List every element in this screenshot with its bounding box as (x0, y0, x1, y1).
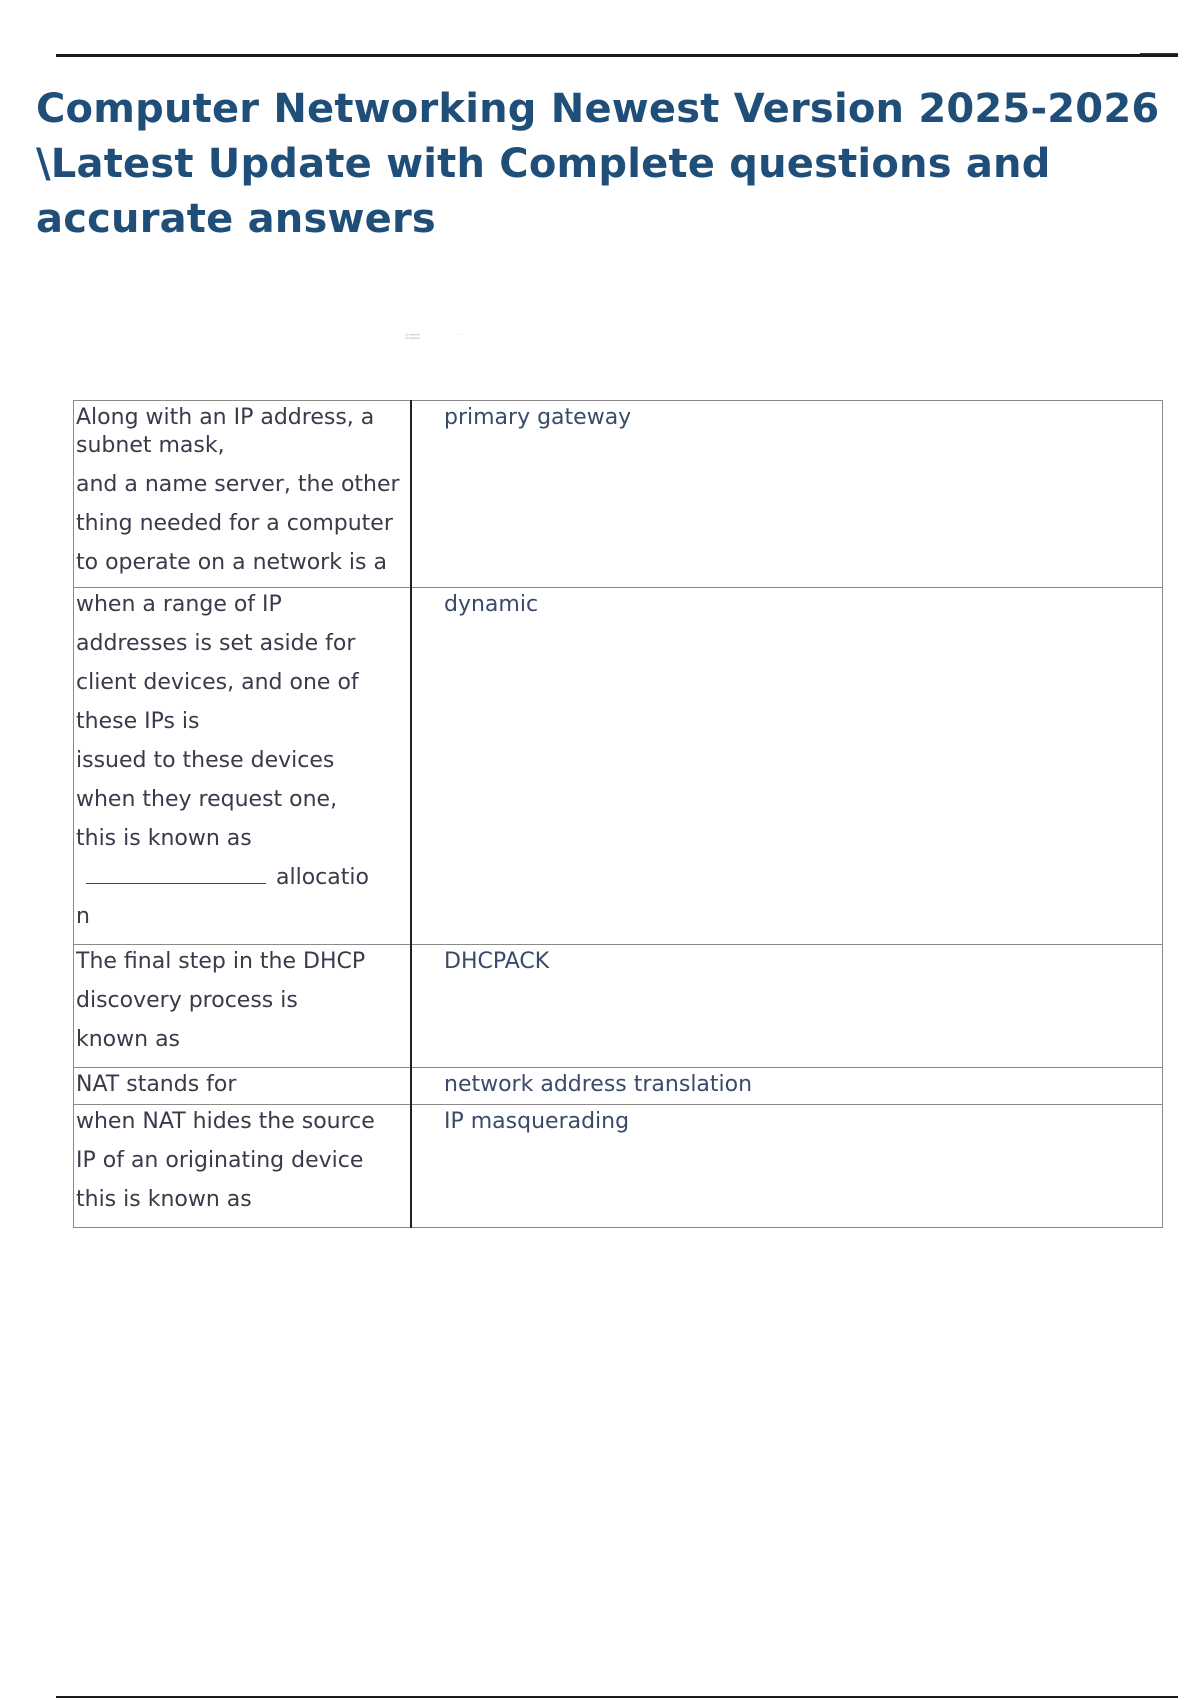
qa-table (73, 400, 1163, 1228)
bottom-rule (56, 1696, 1178, 1698)
question-line: Along with an IP address, a (76, 405, 375, 430)
answer-cell (411, 1068, 1163, 1105)
top-rule-tail (1140, 53, 1178, 54)
answer-cell (411, 1105, 1163, 1228)
answer-text: network address translation (444, 1072, 753, 1097)
table-row (74, 1105, 1163, 1228)
question-line: this is known as (76, 826, 252, 851)
question-line: subnet mask, (76, 433, 225, 458)
question-line: n (76, 904, 90, 929)
top-rule (56, 54, 1178, 57)
question-line: client devices, and one of (76, 670, 359, 695)
title-line-3: accurate answers (36, 196, 436, 242)
question-line: IP of an originating device (76, 1148, 364, 1173)
question-line: these IPs is (76, 709, 200, 734)
answer-text: dynamic (444, 592, 539, 617)
answer-cell (411, 401, 1163, 588)
answer-cell (411, 588, 1163, 945)
question-line: when NAT hides the source (76, 1109, 375, 1134)
table-row (74, 945, 1163, 1068)
faint-watermark-glyph: ≔ (404, 326, 422, 347)
answer-text: IP masquerading (444, 1109, 630, 1134)
question-line: NAT stands for (76, 1072, 237, 1097)
faint-watermark-dots: ·· (458, 330, 465, 341)
question-line: and a name server, the other (76, 472, 400, 497)
question-cell (74, 1068, 412, 1105)
question-line: to operate on a network is a (76, 550, 387, 575)
question-cell (74, 1105, 412, 1228)
question-line: known as (76, 1027, 181, 1052)
question-line: thing needed for a computer (76, 511, 393, 536)
answer-cell (411, 945, 1163, 1068)
table-row (74, 588, 1163, 945)
table-row (74, 1068, 1163, 1105)
question-line: allocatio (276, 865, 369, 890)
question-cell (74, 401, 412, 588)
question-line: issued to these devices (76, 748, 335, 773)
question-line-with-blank (76, 865, 410, 891)
question-line: addresses is set aside for (76, 631, 356, 656)
document-title (36, 82, 1166, 247)
table-row (74, 401, 1163, 588)
question-cell (74, 588, 412, 945)
question-cell (74, 945, 412, 1068)
title-line-1: Computer Networking Newest Version 2025-2026 (36, 86, 1160, 132)
title-line-2: \Latest Update with Complete questions and (36, 141, 1051, 187)
answer-text: primary gateway (444, 405, 632, 430)
question-line: this is known as (76, 1187, 252, 1212)
question-line: when they request one, (76, 787, 338, 812)
fill-in-blank (86, 865, 266, 884)
question-line: when a range of IP (76, 592, 282, 617)
answer-text: DHCPACK (444, 949, 550, 974)
question-line: discovery process is (76, 988, 298, 1013)
question-line: The final step in the DHCP (76, 949, 366, 974)
